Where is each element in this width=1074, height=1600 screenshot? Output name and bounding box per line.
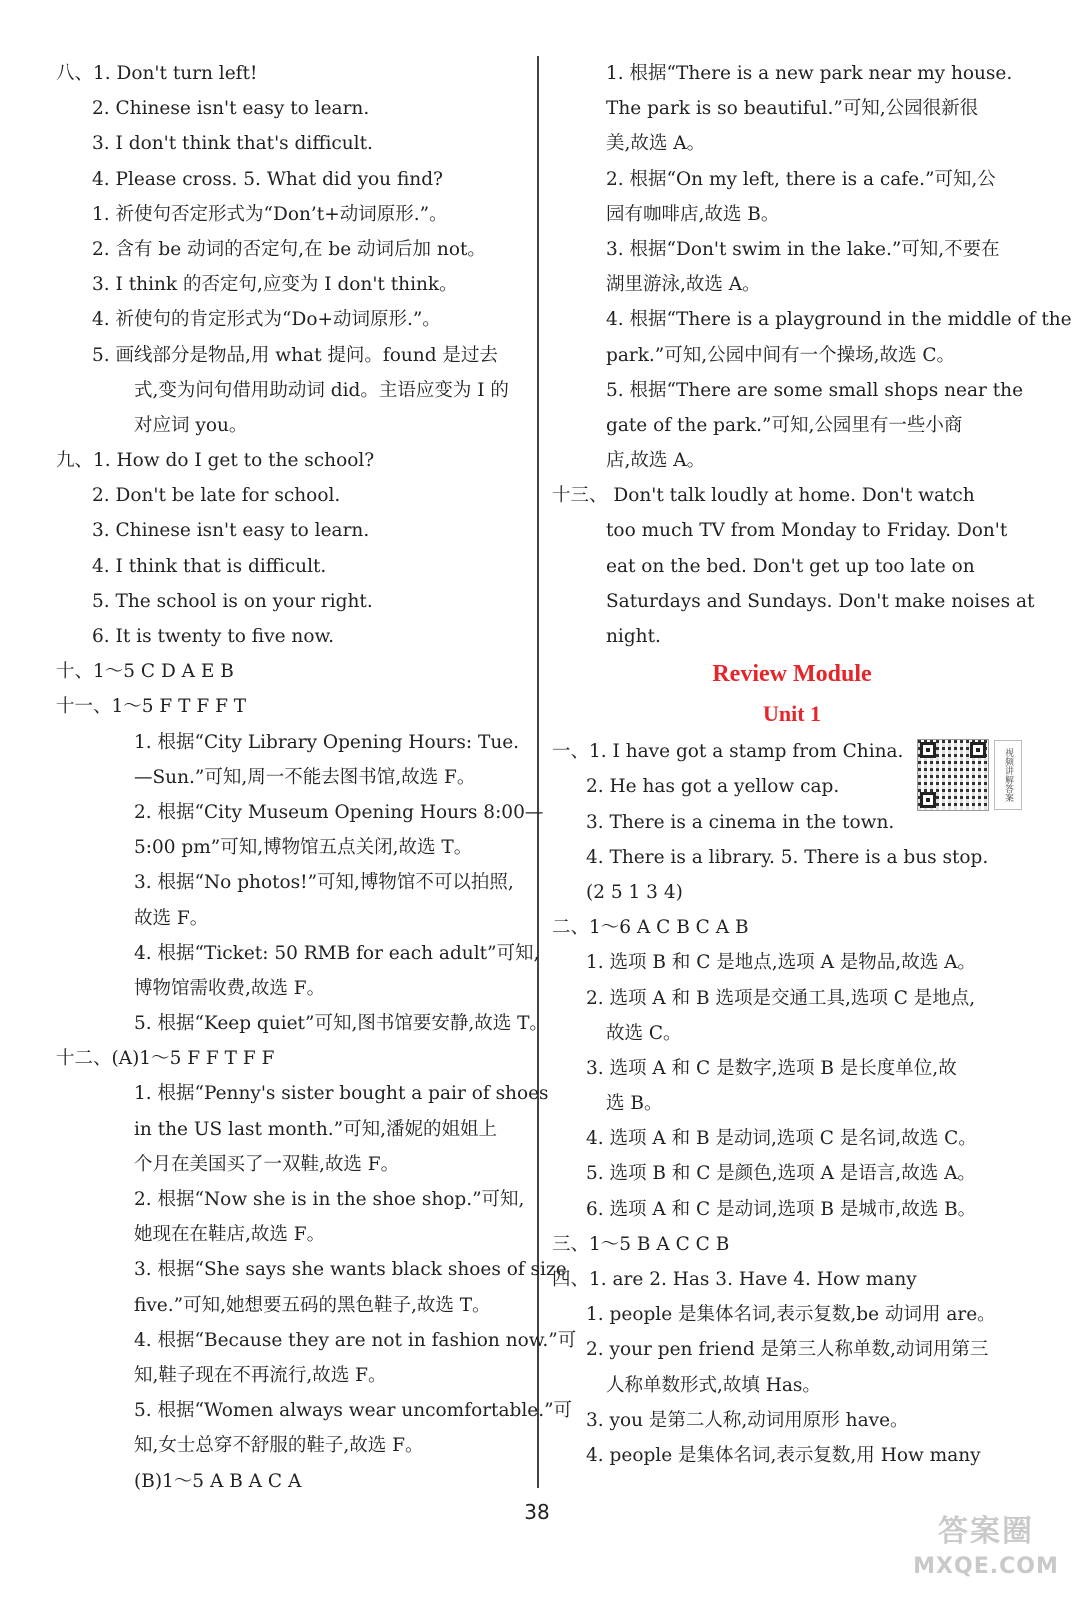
answer-line: 3. 根据“Don't swim in the lake.”可知,不要在 — [606, 238, 1000, 260]
answer-line: 4. 祈使句的肯定形式为“Do+动词原形.”。 — [92, 309, 441, 331]
answer-line: 4. 根据“Because they are not in fashion now.”可 — [134, 1329, 577, 1351]
answer-line: 5:00 pm”可知,博物馆五点关闭,故选 T。 — [134, 837, 473, 859]
answer-line: five.”可知,她想要五码的黑色鞋子,故选 T。 — [134, 1294, 491, 1316]
answer-line: 3. Chinese isn't easy to learn. — [92, 520, 370, 542]
answer-line: 人称单数形式,故填 Has。 — [606, 1374, 821, 1396]
answer-line: 3. 根据“No photos!”可知,博物馆不可以拍照, — [134, 872, 514, 894]
answer-line: 故选 C。 — [606, 1022, 682, 1044]
answer-line: 十二、(A)1～5 F F T F F — [56, 1048, 275, 1070]
left-column — [56, 56, 577, 1499]
answer-line: 四、1. are 2. Has 3. Have 4. How many — [552, 1269, 917, 1290]
answer-line: 5. The school is on your right. — [92, 590, 373, 612]
answer-line: 2. 根据“On my left, there is a cafe.”可知,公 — [606, 168, 996, 190]
answer-line: 4. people 是集体名词,表示复数,用 How many — [586, 1444, 981, 1466]
qr-code-block[interactable] — [918, 740, 1022, 810]
answer-line: too much TV from Monday to Friday. Don't — [606, 520, 1008, 542]
answer-line: 美,故选 A。 — [606, 133, 706, 155]
unit-heading: Unit 1 — [762, 701, 822, 727]
answer-line: 2. 选项 A 和 B 选项是交通工具,选项 C 是地点, — [586, 987, 976, 1009]
answer-line: 4. There is a library. 5. There is a bus stop. — [586, 846, 989, 868]
answer-line: 知,女士总穿不舒服的鞋子,故选 F。 — [134, 1435, 424, 1457]
qr-label: 视频讲解答案 — [994, 740, 1022, 810]
answer-line: 故选 F。 — [134, 907, 209, 929]
answer-line: 1. 根据“City Library Opening Hours: Tue. — [134, 731, 520, 753]
watermark-logo — [906, 1512, 1066, 1594]
answer-line: 湖里游泳,故选 A。 — [606, 274, 761, 296]
answer-line: 3. There is a cinema in the town. — [586, 811, 895, 833]
answer-line: 十一、1～5 F T F F T — [56, 696, 247, 718]
answer-line: 1. people 是集体名词,表示复数,be 动词用 are。 — [586, 1304, 996, 1326]
answer-line: 选 B。 — [606, 1093, 663, 1115]
answer-line: 九、1. How do I get to the school? — [56, 450, 375, 472]
answer-line: eat on the bed. Don't get up too late on — [606, 555, 975, 577]
answer-line: 3. I think 的否定句,应变为 I don't think。 — [92, 274, 458, 296]
answer-line: 二、1～6 A C B C A B — [552, 917, 749, 939]
answer-line: The park is so beautiful.”可知,公园很新很 — [606, 98, 979, 120]
qr-code-icon[interactable] — [918, 740, 988, 810]
answer-line: 6. It is twenty to five now. — [92, 626, 334, 647]
answer-line: 4. 根据“Ticket: 50 RMB for each adult”可知, — [134, 942, 540, 964]
answer-line: 1. 根据“There is a new park near my house. — [606, 63, 1013, 84]
answer-line: 个月在美国买了一双鞋,故选 F。 — [134, 1153, 400, 1175]
answer-line: 3. you 是第二人称,动词用原形 have。 — [586, 1409, 909, 1431]
answer-line: 4. 根据“There is a playground in the middle of the — [606, 309, 1072, 331]
answer-line: —Sun.”可知,周一不能去图书馆,故选 F。 — [134, 766, 476, 788]
answer-line: 2. Chinese isn't easy to learn. — [92, 98, 370, 120]
answers-section-bottom — [552, 734, 1032, 1473]
review-module-heading: Review Module — [712, 661, 872, 688]
answer-line: gate of the park.”可知,公园里有一些小商 — [606, 414, 963, 436]
answer-line: (B)1～5 A B A C A — [134, 1470, 302, 1492]
answer-line: in the US last month.”可知,潘妮的姐姐上 — [134, 1118, 497, 1140]
answer-line: 1. 选项 B 和 C 是地点,选项 A 是物品,故选 A。 — [586, 952, 976, 974]
answer-line: 2. Don't be late for school. — [92, 485, 341, 507]
answer-line: 对应词 you。 — [134, 414, 248, 436]
answer-line: park.”可知,公园中间有一个操场,故选 C。 — [606, 344, 956, 366]
answer-line: 店,故选 A。 — [606, 450, 706, 472]
answer-line: 5. 选项 B 和 C 是颜色,选项 A 是语言,故选 A。 — [586, 1163, 976, 1185]
answer-line: 5. 画线部分是物品,用 what 提问。found 是过去 — [92, 344, 498, 366]
watermark-bottom: MXQE.COM — [913, 1554, 1059, 1579]
answer-line: 2. your pen friend 是第三人称单数,动词用第三 — [586, 1339, 989, 1361]
answer-line: 3. 选项 A 和 C 是数字,选项 B 是长度单位,故 — [586, 1057, 957, 1079]
answer-line: Saturdays and Sundays. Don't make noises at — [606, 590, 1035, 612]
answer-line: 1. 根据“Penny's sister bought a pair of shoes — [134, 1083, 549, 1105]
answer-line: (2 5 1 3 4) — [586, 881, 683, 903]
answer-line: 她现在在鞋店,故选 F。 — [134, 1224, 326, 1246]
answer-line: 式,变为问句借用助动词 did。主语应变为 I 的 — [134, 379, 509, 401]
answer-line: 6. 选项 A 和 C 是动词,选项 B 是城市,故选 B。 — [586, 1198, 977, 1220]
answer-line: 2. 根据“City Museum Opening Hours 8:00— — [134, 801, 544, 823]
answer-line: 知,鞋子现在不再流行,故选 F。 — [134, 1364, 387, 1386]
answer-line: 2. He has got a yellow cap. — [586, 776, 840, 798]
answer-line: 3. I don't think that's difficult. — [92, 133, 373, 155]
answer-line: night. — [606, 626, 661, 647]
answer-line: 5. 根据“There are some small shops near the — [606, 379, 1024, 401]
answer-line: 4. 选项 A 和 B 是动词,选项 C 是名词,故选 C。 — [586, 1128, 977, 1150]
answer-line: 5. 根据“Keep quiet”可知,图书馆要安静,故选 T。 — [134, 1013, 548, 1035]
answer-line: 2. 含有 be 动词的否定句,在 be 动词后加 not。 — [92, 238, 486, 260]
answer-line: 园有咖啡店,故选 B。 — [606, 203, 780, 225]
answer-line: 一、1. I have got a stamp from China. — [552, 741, 904, 763]
answer-line: 3. 根据“She says she wants black shoes of size — [134, 1259, 567, 1281]
watermark-top: 答案圈 — [938, 1514, 1034, 1549]
answer-line: 十、1～5 C D A E B — [56, 661, 234, 683]
answer-line: 5. 根据“Women always wear uncomfortable.”可 — [134, 1400, 573, 1422]
answer-line: 4. Please cross. 5. What did you find? — [92, 168, 443, 190]
answers-section-top — [552, 56, 1072, 654]
page-number: 38 — [524, 1500, 550, 1524]
answer-line: 博物馆需收费,故选 F。 — [134, 977, 326, 999]
answer-line: 三、1～5 B A C C B — [552, 1233, 730, 1255]
answer-line: 十三、 Don't talk loudly at home. Don't watch — [552, 485, 975, 507]
answer-line: 1. 祈使句否定形式为“Don’t+动词原形.”。 — [92, 203, 448, 225]
answer-line: 2. 根据“Now she is in the shoe shop.”可知, — [134, 1189, 525, 1210]
answer-line: 八、1. Don't turn left! — [56, 63, 258, 84]
answer-line: 4. I think that is difficult. — [92, 555, 327, 577]
